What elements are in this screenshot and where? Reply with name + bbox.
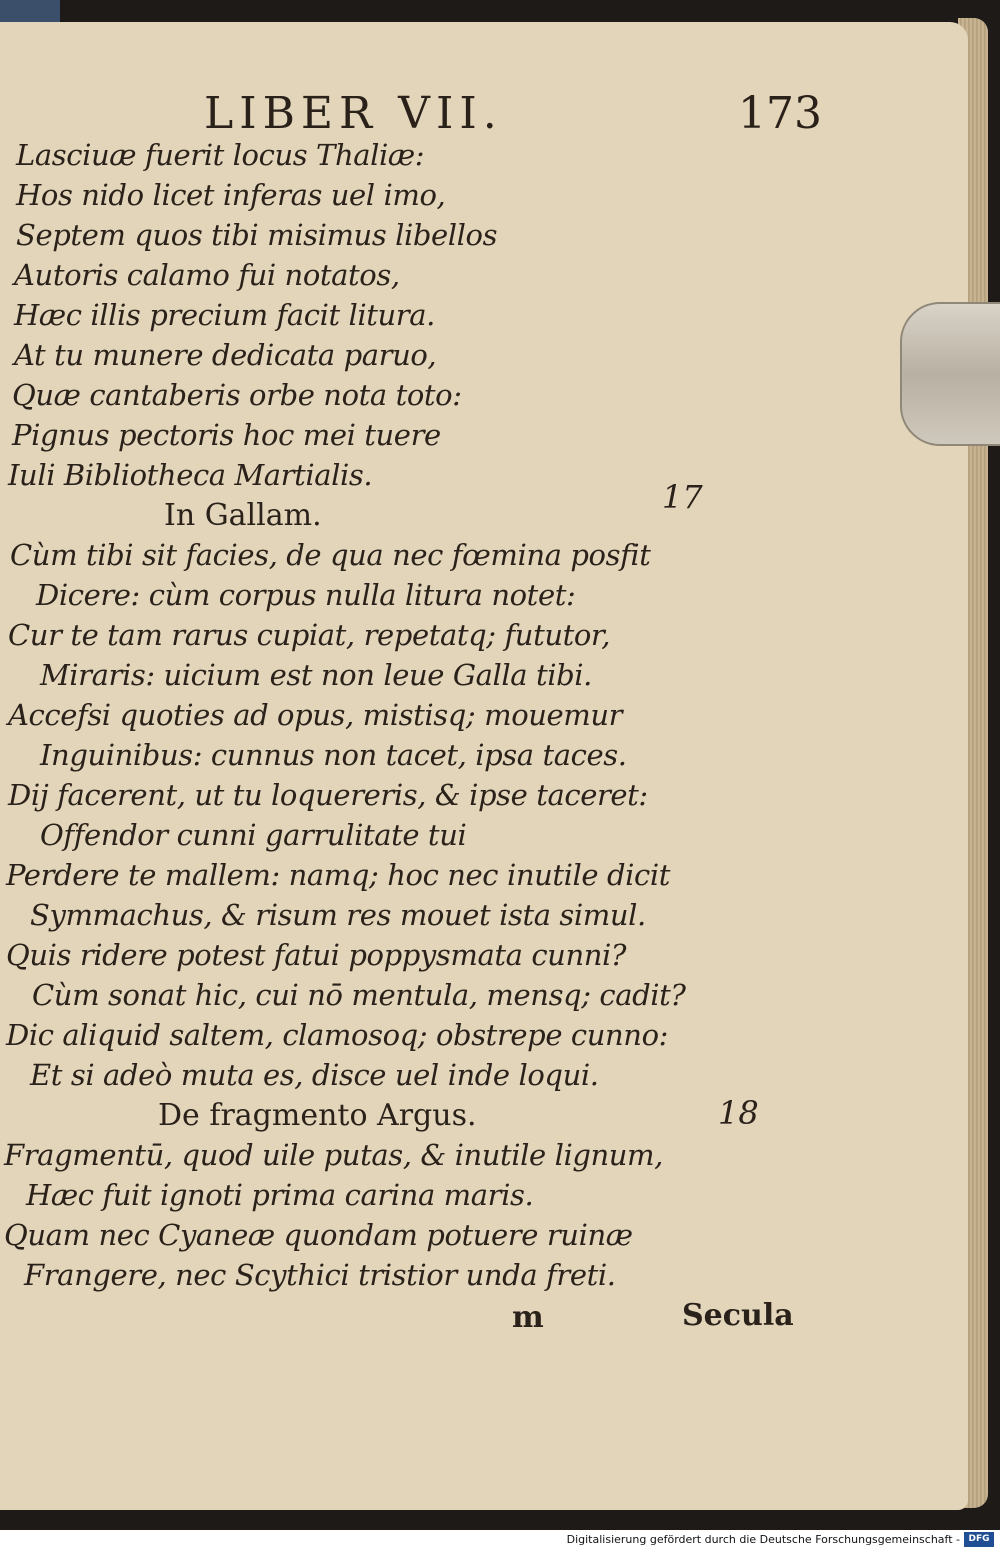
verse-line: Dic aliquid saltem, clamosoq; obstrepe cunno: xyxy=(6,1018,669,1052)
verse-line: Accefsi quoties ad opus, mistisq; mouemur xyxy=(8,698,623,732)
funding-credit: Digitalisierung gefördert durch die Deutsche Forschungsgemeinschaft - xyxy=(566,1533,960,1546)
binding-corner xyxy=(0,0,60,22)
epigram-number: 17 xyxy=(662,478,703,516)
text-line: Lasciuæ fuerit locus Thaliæ: xyxy=(16,138,425,172)
text-line: Pignus pectoris hoc mei tuere xyxy=(12,418,441,452)
verse-line: Dicere: cùm corpus nulla litura notet: xyxy=(36,578,576,612)
footer-bar xyxy=(0,1530,1000,1551)
text-line: At tu munere dedicata paruo, xyxy=(14,338,437,372)
verse-line: Cùm tibi sit facies, de qua nec fœmina posfit xyxy=(10,538,651,572)
page-number: 173 xyxy=(738,88,822,139)
verse-line: Symmachus, & risum res mouet ista simul. xyxy=(30,898,646,932)
verse-line: Miraris: uicium est non leue Galla tibi. xyxy=(40,658,592,692)
verse-line: Perdere te mallem: namq; hoc nec inutile dicit xyxy=(6,858,670,892)
running-head: LIBER VII. xyxy=(204,88,503,139)
signature-mark: m xyxy=(512,1300,544,1335)
verse-line: Quis ridere potest fatui poppysmata cunni? xyxy=(6,938,627,972)
verse-line: Cur te tam rarus cupiat, repetatq; fututor, xyxy=(8,618,611,652)
text-line: Hæc illis precium facit litura. xyxy=(14,298,435,332)
verse-line: Hæc fuit ignoti prima carina maris. xyxy=(26,1178,534,1212)
epigram-number: 18 xyxy=(718,1094,759,1132)
poem-title: De fragmento Argus. xyxy=(158,1098,477,1133)
verse-line: Dij facerent, ut tu loquereris, & ipse taceret: xyxy=(8,778,648,812)
book-clasp xyxy=(900,302,1000,446)
verse-line: Inguinibus: cunnus non tacet, ipsa taces. xyxy=(40,738,627,772)
text-line: Septem quos tibi misimus libellos xyxy=(16,218,498,252)
verse-line: Frangere, nec Scythici tristior unda freti. xyxy=(24,1258,616,1292)
poem-title: In Gallam. xyxy=(164,498,322,533)
dfg-logo-icon: DFG xyxy=(964,1532,994,1547)
text-line: Iuli Bibliotheca Martialis. xyxy=(8,458,373,492)
verse-line: Quam nec Cyaneæ quondam potuere ruinæ xyxy=(4,1218,633,1252)
text-line: Autoris calamo fui notatos, xyxy=(14,258,400,292)
verse-line: Offendor cunni garrulitate tui xyxy=(40,818,467,852)
verse-line: Et si adeò muta es, disce uel inde loqui. xyxy=(30,1058,599,1092)
catchword: Secula xyxy=(682,1298,794,1333)
verse-line: Fragmentū, quod uile putas, & inutile lignum, xyxy=(4,1138,663,1172)
verse-line: Cùm sonat hic, cui nō mentula, mensq; cadit? xyxy=(32,978,686,1012)
text-line: Hos nido licet inferas uel imo, xyxy=(16,178,446,212)
book-page xyxy=(0,22,968,1510)
text-line: Quæ cantaberis orbe nota toto: xyxy=(12,378,462,412)
